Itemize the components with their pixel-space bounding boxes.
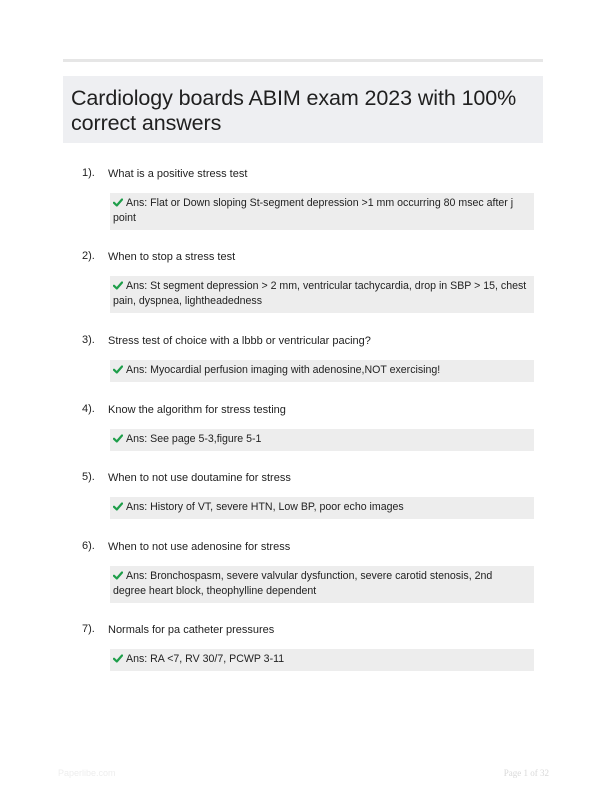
footer-watermark: Paperlibe.com: [58, 768, 116, 778]
question-text: When to stop a stress test: [108, 251, 236, 263]
answer-box: [110, 193, 534, 230]
check-icon: [113, 281, 123, 290]
answer-text: Ans: Myocardial perfusion imaging with adenosine,NOT exercising!: [126, 364, 441, 376]
answer-text: Ans: St segment depression > 2 mm, ventricular tachycardia, drop in SBP > 15, chest pain, dyspnea, lightheadedness: [113, 280, 527, 307]
check-icon: [113, 571, 123, 580]
answer-text: Ans: Bronchospasm, severe valvular dysfunction, severe carotid stenosis, 2nd degree heart block, theophylline dependent: [113, 570, 493, 597]
question-text: Know the algorithm for stress testing: [108, 404, 286, 416]
question-number: 2).: [82, 250, 95, 262]
answer-box: [110, 360, 534, 382]
answer-text: Ans: History of VT, severe HTN, Low BP, poor echo images: [126, 501, 404, 513]
answer-box: [110, 649, 534, 671]
answer-text: Ans: RA <7, RV 30/7, PCWP 3-11: [126, 653, 285, 665]
question-text: Normals for pa catheter pressures: [108, 624, 275, 636]
question-number: 1).: [82, 167, 95, 179]
page-title: Cardiology boards ABIM exam 2023 with 100% correct answers: [71, 86, 517, 135]
check-icon: [113, 502, 123, 511]
answer-text: Ans: Flat or Down sloping St-segment depression >1 mm occurring 80 msec after j point: [113, 197, 514, 224]
answer-text: Ans: See page 5-3,figure 5-1: [126, 433, 262, 445]
answer-box: [110, 429, 534, 451]
check-icon: [113, 654, 123, 663]
question-number: 3).: [82, 334, 95, 346]
question-text: What is a positive stress test: [108, 168, 248, 180]
check-icon: [113, 365, 123, 374]
answer-box: [110, 276, 534, 313]
answer-box: [110, 566, 534, 603]
question-text: Stress test of choice with a lbbb or ventricular pacing?: [108, 335, 371, 347]
question-number: 6).: [82, 540, 95, 552]
question-number: 5).: [82, 471, 95, 483]
check-icon: [113, 198, 123, 207]
page-number: Page 1 of 32: [503, 768, 549, 778]
question-number: 7).: [82, 623, 95, 635]
answer-box: [110, 497, 534, 519]
question-number: 4).: [82, 403, 95, 415]
question-text: When to not use doutamine for stress: [108, 472, 291, 484]
check-icon: [113, 434, 123, 443]
question-text: When to not use adenosine for stress: [108, 541, 291, 553]
